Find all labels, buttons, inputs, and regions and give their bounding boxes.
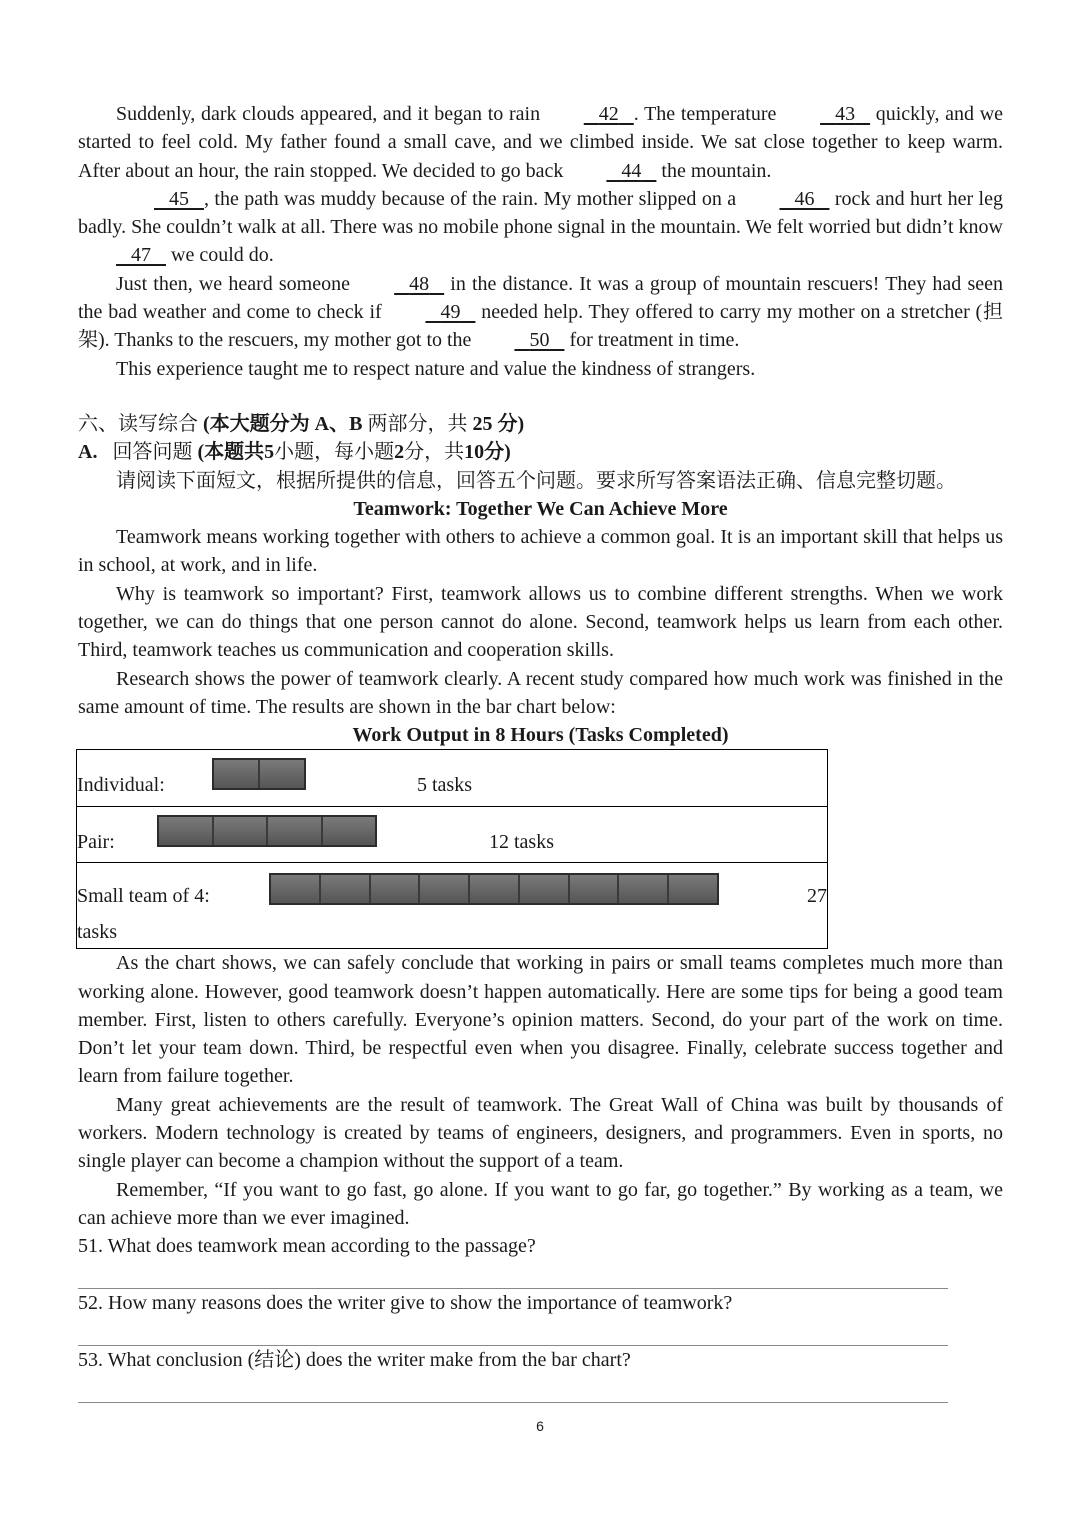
question-52: 52. How many reasons does the writer give to show the importance of teamwork? [78, 1292, 733, 1315]
bar-segment [470, 875, 520, 903]
blank-42: 42 [598, 103, 619, 125]
chart-row-small-team [77, 863, 828, 949]
exam-page [78, 100, 1003, 1403]
part-a-heading: A. 回答问题 (本题共5小题，每小题2分，共10分) [78, 441, 511, 464]
chart-title: Work Output in 8 Hours (Tasks Completed) [352, 724, 729, 747]
bar-segment [321, 875, 371, 903]
bar-segment [159, 817, 214, 845]
text-run: we could do. [166, 244, 274, 267]
answer-line-52[interactable] [78, 1317, 948, 1346]
bar-small-team [269, 873, 719, 905]
text-run: needed help. They offered to carry my mother on a stretcher (担架). Thanks to the rescuers, my mother got to the [78, 301, 1003, 352]
passage-paragraph-2 [78, 185, 1003, 270]
passage-paragraph-4: This experience taught me to respect nature and value the kindness of strangers. [116, 357, 756, 380]
bar-segment [619, 875, 669, 903]
blank-50: 50 [529, 329, 550, 352]
bar-segment [271, 875, 321, 903]
article-paragraph-2: Why is teamwork so important? First, teamwork allows us to combine different strengths. When we work together, we can do things that one person cannot do alone. Second, teamwork helps us learn from each other. Third, teamwork teaches us communication and cooperation skills. [78, 582, 1003, 662]
bar-chart-table [76, 749, 828, 949]
article-paragraph-4: As the chart shows, we can safely conclude that working in pairs or small teams completes much more than working alone. However, good teamwork doesn’t happen automatically. Here are some tips for being a good team member. First, listen to others carefully. Everyone’s opinion matters. Second, do your part of the work on time. Don’t let your team down. Third, be respectful even when you disagree. Finally, celebrate success together and learn from failure together. [78, 952, 1003, 1088]
bar-segment [669, 875, 717, 903]
row-label: Small team of 4: [77, 885, 210, 908]
value-label-pair: 12 tasks [489, 831, 554, 854]
page-number: 6 [536, 1418, 544, 1434]
blank-48: 48 [409, 272, 430, 295]
bar-segment [520, 875, 570, 903]
value-label-individual: 5 tasks [417, 774, 472, 797]
bar-segment [371, 875, 421, 903]
bar-segment [268, 817, 323, 845]
blank-44: 44 [621, 159, 642, 182]
chart-row-individual [77, 750, 828, 807]
article-title: Teamwork: Together We Can Achieve More [353, 497, 728, 520]
bar-segment [570, 875, 620, 903]
row-label: Individual: [77, 774, 165, 797]
bar-segment [260, 760, 304, 788]
bar-individual [212, 758, 306, 790]
value-label-small-team: 27 [807, 885, 827, 908]
text-run: quickly, and we started to feel cold. My father found a small cave, and we climbed inside. We sat close together to keep warm. After about an hour, the rain stopped. We decided to go back [78, 103, 1004, 182]
text-run: the mountain. [656, 159, 772, 182]
blank-47: 47 [131, 244, 151, 267]
blank-46: 46 [794, 187, 815, 210]
bar-segment [323, 817, 376, 845]
chart-row-pair [77, 807, 828, 863]
answer-line-51[interactable] [78, 1260, 948, 1289]
passage-paragraph-1 [78, 100, 1003, 185]
article-paragraph-3: Research shows the power of teamwork clearly. A recent study compared how much work was finished in the same amount of time. The results are shown in the bar chart below: [78, 667, 1003, 718]
passage-paragraph-3 [78, 270, 1003, 355]
blank-43: 43 [835, 103, 856, 125]
question-53: 53. What conclusion (结论) does the writer make from the bar chart? [78, 1349, 631, 1372]
bar-segment [214, 760, 260, 788]
section-6-heading: 六、读写综合 (本大题分为 A、B 两部分，共 25 分) [78, 412, 525, 435]
text-run: for treatment in time. [564, 329, 740, 352]
bar-segment [214, 817, 269, 845]
value-label-unit: tasks [77, 921, 117, 944]
blank-45: 45 [169, 187, 189, 210]
answer-line-53[interactable] [78, 1374, 948, 1403]
row-label: Pair: [77, 831, 115, 854]
text-run: Suddenly, dark clouds appeared, and it began to rain [116, 103, 546, 125]
text-run: rock and hurt her leg badly. She couldn’t walk at all. There was no mobile phone signal in the mountain. We felt worried but didn’t know [78, 187, 1003, 239]
bar-segment [420, 875, 470, 903]
text-run: , the path was muddy because of the rain. My mother slipped on a [204, 187, 742, 210]
text-run: Just then, we heard someone [116, 272, 357, 295]
article-paragraph-1: Teamwork means working together with others to achieve a common goal. It is an important skill that helps us in school, at work, and in life. [78, 526, 1003, 577]
blank-49: 49 [440, 301, 461, 324]
text-run: in the distance. It was a group of mountain rescuers! They had seen the bad weather and come to check if [78, 272, 1003, 324]
question-51: 51. What does teamwork mean according to the passage? [78, 1235, 536, 1258]
bar-pair [157, 815, 377, 847]
instruction: 请阅读下面短文，根据所提供的信息，回答五个问题。要求所写答案语法正确、信息完整切题。 [116, 469, 956, 492]
article-paragraph-5: Many great achievements are the result of teamwork. The Great Wall of China was built by thousands of workers. Modern technology is created by teams of engineers, designers, and programmers. Even in sports, no single player can become a champion without the support of a team. [78, 1093, 1003, 1173]
text-run: . The temperature [633, 103, 783, 125]
article-paragraph-6: Remember, “If you want to go fast, go alone. If you want to go far, go together.” By working as a team, we can achieve more than we ever imagined. [78, 1178, 1003, 1229]
